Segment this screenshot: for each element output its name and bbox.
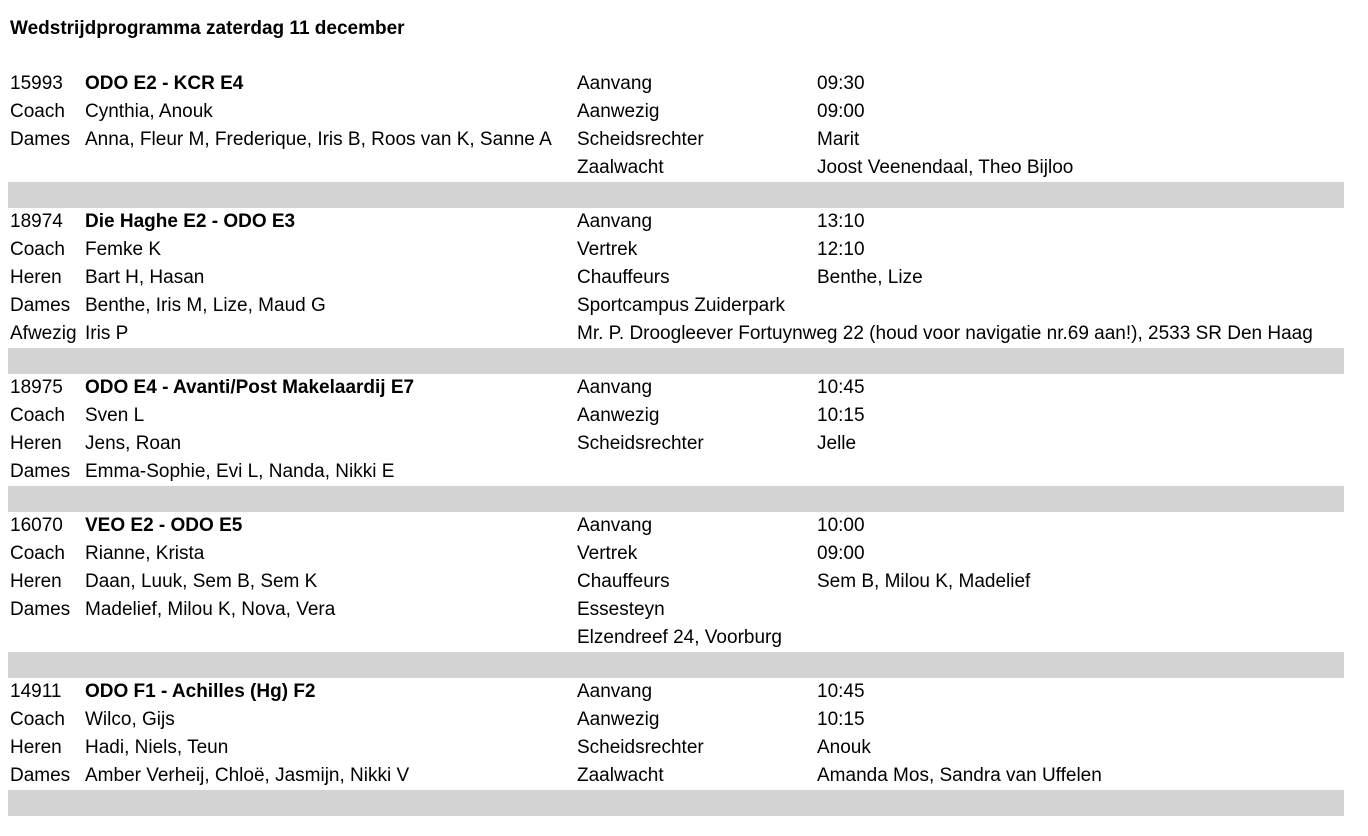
row-label: Dames	[10, 461, 71, 482]
separator-bar	[8, 486, 1344, 512]
detail-label: Elzendreef 24, Voorburg	[577, 627, 782, 648]
row-value: Wilco, Gijs	[85, 709, 175, 730]
row-value: Rianne, Krista	[85, 543, 205, 564]
match-row	[8, 734, 1344, 762]
row-label: Coach	[10, 543, 65, 564]
detail-label: Aanvang	[577, 211, 653, 232]
row-label: Heren	[10, 433, 62, 454]
match-block	[8, 512, 1344, 652]
row-label: Coach	[10, 239, 65, 260]
row-label: Dames	[10, 599, 71, 620]
row-value: Anna, Fleur M, Frederique, Iris B, Roos van K, Sanne A	[85, 129, 552, 150]
detail-label: Mr. P. Droogleever Fortuynweg 22 (houd voor navigatie nr.69 aan!), 2533 SR Den Haag	[577, 323, 1313, 344]
match-program	[8, 70, 1344, 816]
match-row	[8, 264, 1344, 292]
row-label: Heren	[10, 571, 62, 592]
match-number: 14911	[10, 681, 62, 702]
match-header-row	[8, 70, 1344, 98]
match-row	[8, 126, 1344, 154]
row-label: Heren	[10, 267, 62, 288]
detail-value: Jelle	[817, 433, 857, 454]
detail-value: 09:00	[817, 101, 865, 122]
match-row	[8, 320, 1344, 348]
match-row	[8, 292, 1344, 320]
row-value: Madelief, Milou K, Nova, Vera	[85, 599, 336, 620]
separator-bar	[8, 348, 1344, 374]
row-label: Afwezig	[10, 323, 77, 344]
detail-value: 09:00	[817, 543, 865, 564]
detail-value: 10:45	[817, 681, 865, 702]
detail-label: Zaalwacht	[577, 765, 664, 786]
row-label: Coach	[10, 101, 65, 122]
detail-label: Zaalwacht	[577, 157, 664, 178]
match-row	[8, 236, 1344, 264]
detail-label: Chauffeurs	[577, 267, 670, 288]
match-name: VEO E2 - ODO E5	[85, 515, 243, 536]
match-name: Die Haghe E2 - ODO E3	[85, 211, 296, 232]
match-header-row	[8, 512, 1344, 540]
row-value: Hadi, Niels, Teun	[85, 737, 229, 758]
match-name: ODO E4 - Avanti/Post Makelaardij E7	[85, 377, 415, 398]
detail-label: Aanvang	[577, 377, 653, 398]
row-label: Heren	[10, 737, 62, 758]
detail-value: Amanda Mos, Sandra van Uffelen	[817, 765, 1102, 786]
row-value: Amber Verheij, Chloë, Jasmijn, Nikki V	[85, 765, 410, 786]
row-value: Daan, Luuk, Sem B, Sem K	[85, 571, 318, 592]
detail-value: Marit	[817, 129, 860, 150]
match-row	[8, 430, 1344, 458]
detail-label: Aanwezig	[577, 709, 660, 730]
match-block	[8, 70, 1344, 182]
detail-label: Essesteyn	[577, 599, 665, 620]
match-row	[8, 624, 1344, 652]
match-name: ODO E2 - KCR E4	[85, 73, 244, 94]
detail-value: 10:15	[817, 709, 865, 730]
row-label: Coach	[10, 709, 65, 730]
match-row	[8, 762, 1344, 790]
detail-label: Scheidsrechter	[577, 129, 704, 150]
match-row	[8, 596, 1344, 624]
detail-value: 10:00	[817, 515, 865, 536]
detail-value: Joost Veenendaal, Theo Bijloo	[817, 157, 1074, 178]
match-row	[8, 540, 1344, 568]
detail-value: Benthe, Lize	[817, 267, 923, 288]
row-label: Coach	[10, 405, 65, 426]
match-row	[8, 568, 1344, 596]
match-header-row	[8, 678, 1344, 706]
match-number: 15993	[10, 73, 63, 94]
detail-label: Scheidsrechter	[577, 737, 704, 758]
match-number: 18974	[10, 211, 63, 232]
match-block	[8, 208, 1344, 348]
match-number: 18975	[10, 377, 63, 398]
detail-label: Aanvang	[577, 73, 653, 94]
row-value: Iris P	[85, 323, 129, 344]
row-label: Dames	[10, 765, 71, 786]
match-row	[8, 98, 1344, 126]
page-title: Wedstrijdprogramma zaterdag 11 december	[10, 18, 405, 39]
separator-bar	[8, 182, 1344, 208]
match-row	[8, 706, 1344, 734]
detail-value: 10:15	[817, 405, 865, 426]
detail-value: 10:45	[817, 377, 865, 398]
detail-value: Sem B, Milou K, Madelief	[817, 571, 1031, 592]
match-header-row	[8, 208, 1344, 236]
match-block	[8, 678, 1344, 790]
detail-label: Sportcampus Zuiderpark	[577, 295, 786, 316]
detail-value: Anouk	[817, 737, 871, 758]
detail-label: Aanwezig	[577, 101, 660, 122]
detail-label: Vertrek	[577, 543, 638, 564]
match-header-row	[8, 374, 1344, 402]
row-value: Benthe, Iris M, Lize, Maud G	[85, 295, 326, 316]
detail-label: Vertrek	[577, 239, 638, 260]
detail-value: 12:10	[817, 239, 865, 260]
row-value: Femke K	[85, 239, 162, 260]
match-number: 16070	[10, 515, 63, 536]
separator-bar	[8, 652, 1344, 678]
row-value: Bart H, Hasan	[85, 267, 205, 288]
row-label: Dames	[10, 129, 71, 150]
detail-label: Aanvang	[577, 515, 653, 536]
detail-label: Scheidsrechter	[577, 433, 704, 454]
row-label: Dames	[10, 295, 71, 316]
detail-value: 09:30	[817, 73, 865, 94]
row-value: Sven L	[85, 405, 145, 426]
row-value: Emma-Sophie, Evi L, Nanda, Nikki E	[85, 461, 395, 482]
match-row	[8, 458, 1344, 486]
detail-label: Aanwezig	[577, 405, 660, 426]
detail-label: Chauffeurs	[577, 571, 670, 592]
match-row	[8, 154, 1344, 182]
match-name: ODO F1 - Achilles (Hg) F2	[85, 681, 316, 702]
separator-bar	[8, 790, 1344, 816]
row-value: Jens, Roan	[85, 433, 182, 454]
detail-value: 13:10	[817, 211, 865, 232]
match-block	[8, 374, 1344, 486]
match-row	[8, 402, 1344, 430]
detail-label: Aanvang	[577, 681, 653, 702]
row-value: Cynthia, Anouk	[85, 101, 213, 122]
